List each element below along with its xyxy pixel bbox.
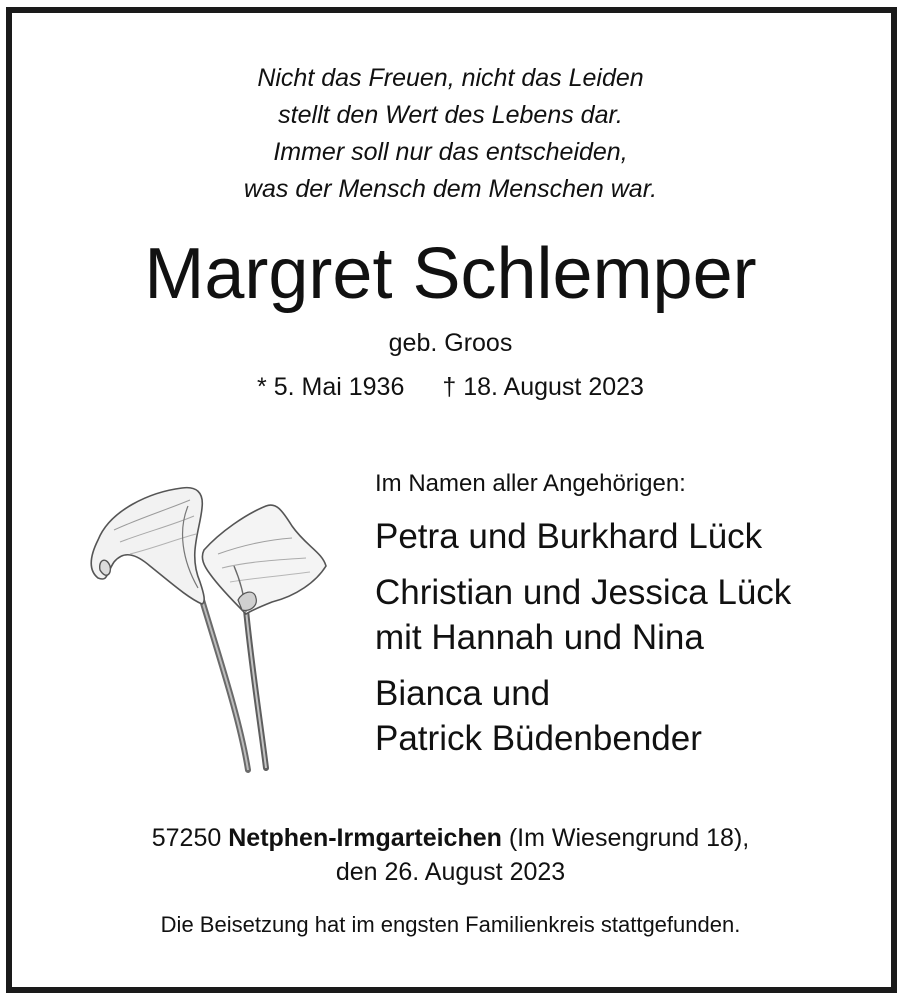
family-member: Christian und Jessica Lück xyxy=(375,573,792,612)
street-address: (Im Wiesengrund 18), xyxy=(508,824,750,852)
deceased-name: Margret Schlemper xyxy=(144,234,757,314)
quote-line: was der Mensch dem Menschen war. xyxy=(243,175,658,203)
burial-notice: Die Beisetzung hat im engsten Familienkreis stattgefunden. xyxy=(160,912,741,937)
maiden-name: geb. Groos xyxy=(388,329,513,357)
family-member: Patrick Büdenbender xyxy=(375,719,702,758)
calla-lily-icon xyxy=(70,470,350,780)
address-line xyxy=(0,822,901,854)
family-intro: Im Namen aller Angehörigen: xyxy=(375,470,686,497)
quote-line: Immer soll nur das entscheiden, xyxy=(273,138,628,166)
quote-line: Nicht das Freuen, nicht das Leiden xyxy=(257,64,644,92)
death-date: † 18. August 2023 xyxy=(442,373,644,401)
birth-date: * 5. Mai 1936 xyxy=(257,373,405,401)
family-member: Bianca und xyxy=(375,674,551,713)
family-member: Petra und Burkhard Lück xyxy=(375,517,763,556)
town-name: Netphen-Irmgarteichen xyxy=(228,824,502,852)
quote-line: stellt den Wert des Lebens dar. xyxy=(278,101,623,129)
postal-code: 57250 xyxy=(151,824,222,852)
family-member: mit Hannah und Nina xyxy=(375,618,704,657)
life-dates xyxy=(0,371,901,403)
announcement-date: den 26. August 2023 xyxy=(335,858,566,886)
memorial-quote xyxy=(0,60,901,208)
